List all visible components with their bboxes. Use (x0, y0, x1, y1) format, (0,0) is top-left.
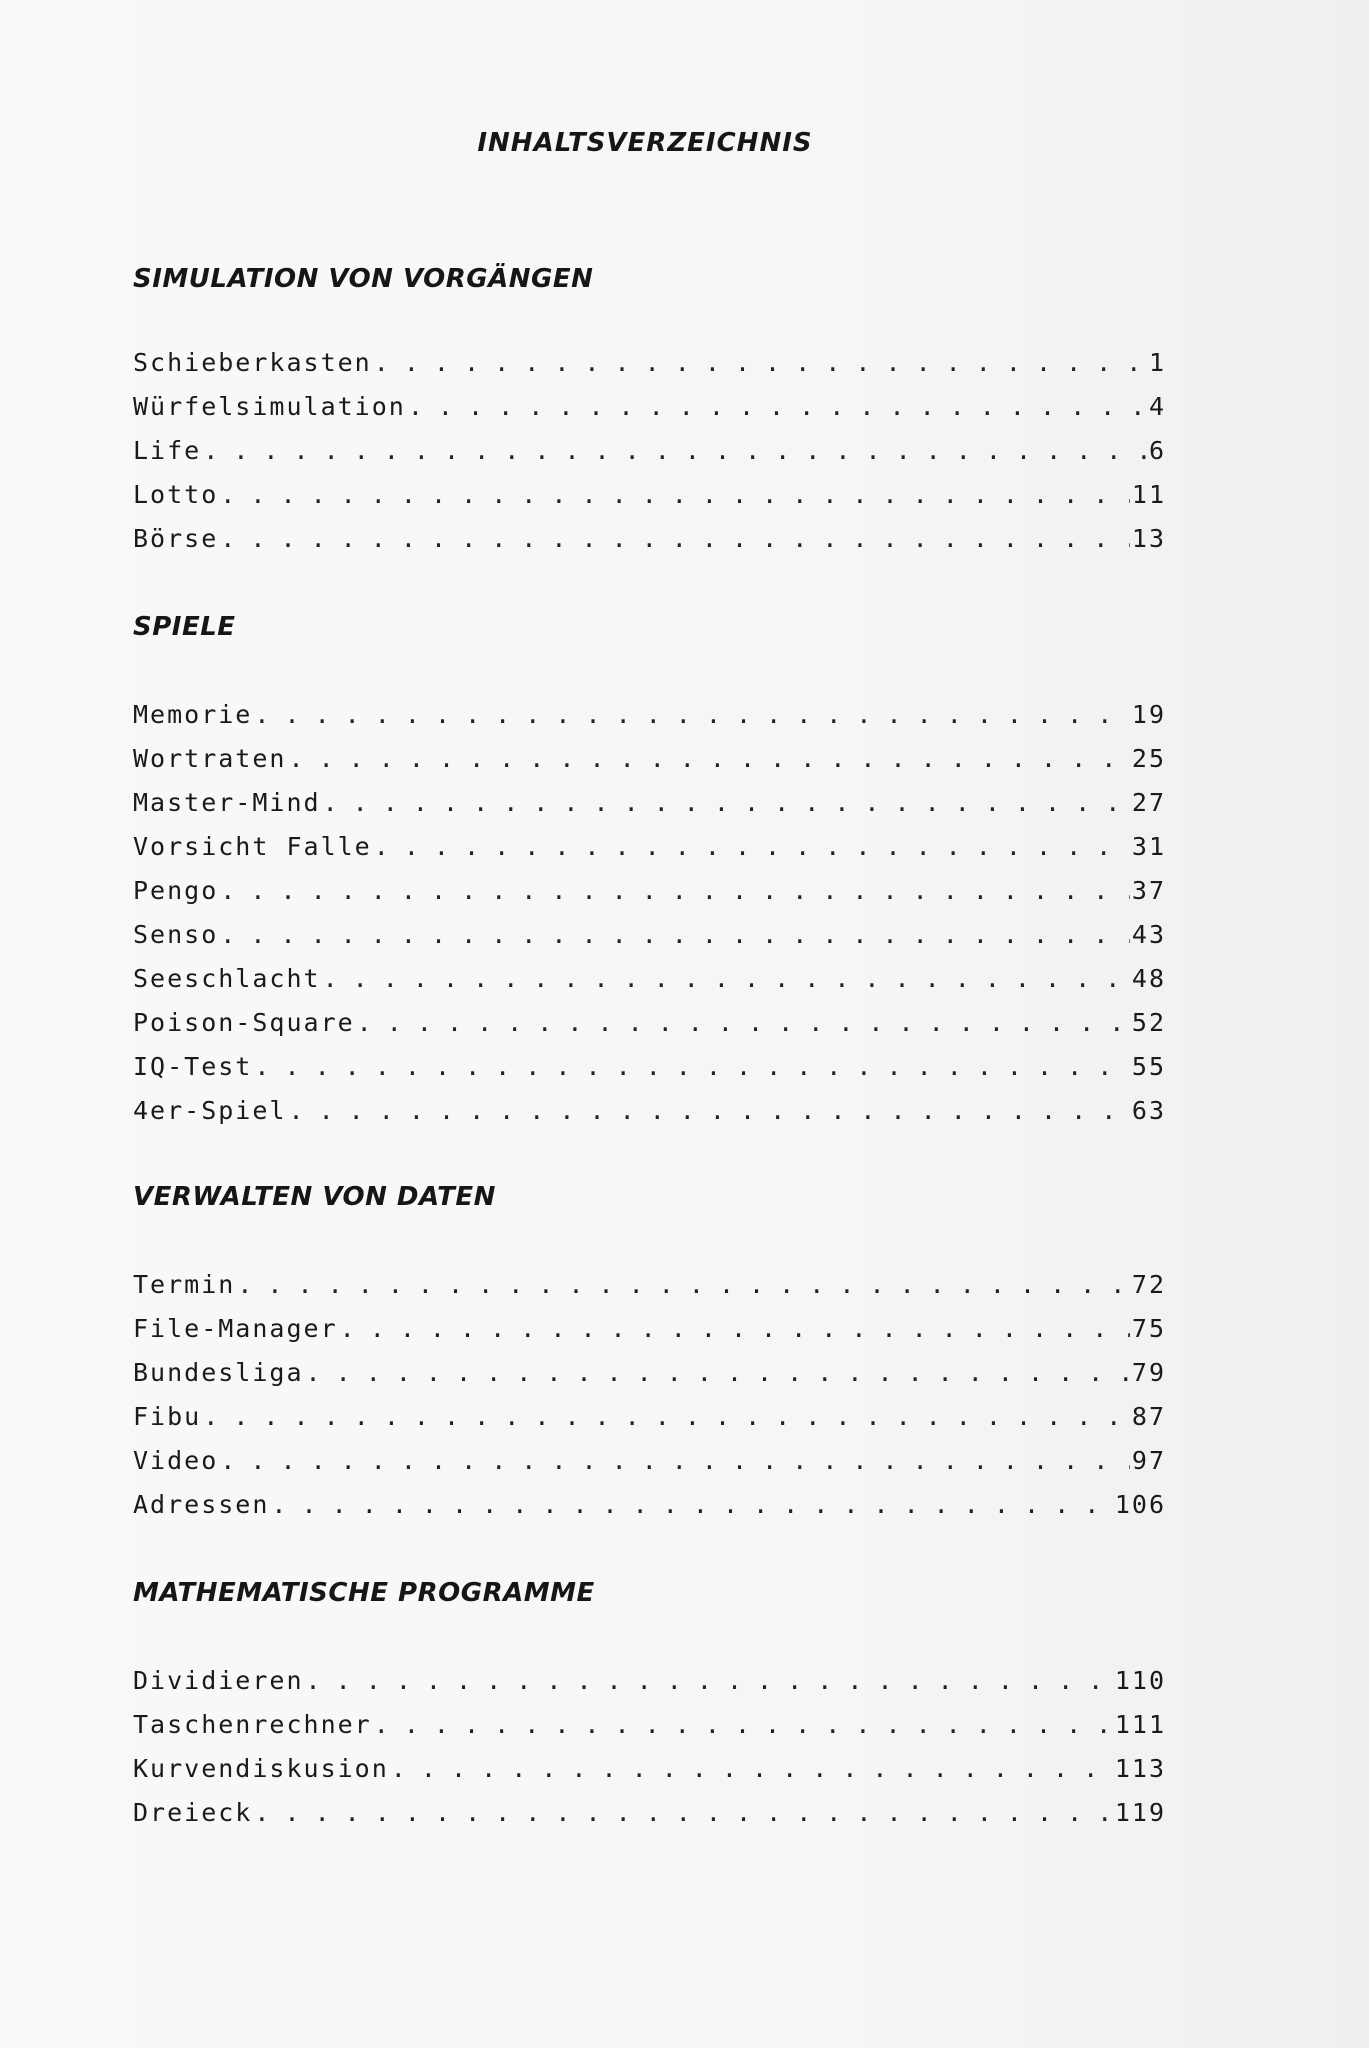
toc-entry-label: 4er-Spiel (133, 1096, 287, 1125)
toc-entry-label: Senso (133, 920, 219, 949)
toc-entry (133, 436, 1166, 472)
leader-dots (203, 436, 1147, 465)
leader-dots (391, 1754, 1113, 1783)
toc-entry-label: IQ-Test (133, 1052, 253, 1081)
toc-entry-page: 79 (1131, 1358, 1166, 1387)
toc-entry-page: 4 (1148, 392, 1166, 421)
toc-entry (133, 1096, 1166, 1132)
leader-dots (220, 1446, 1130, 1475)
toc-entry-label: Poison-Square (133, 1008, 355, 1037)
leader-dots (237, 1270, 1130, 1299)
leader-dots (288, 744, 1129, 773)
toc-entry-page: 55 (1131, 1052, 1166, 1081)
toc-entry-page: 97 (1131, 1446, 1166, 1475)
toc-entry (133, 832, 1166, 868)
toc-entry (133, 1008, 1166, 1044)
toc-entry-label: Schieberkasten (133, 348, 372, 377)
toc-entry-label: Fibu (133, 1402, 202, 1431)
leader-dots (254, 1798, 1112, 1827)
section-heading-mathematische: MATHEMATISCHE PROGRAMME (133, 1578, 595, 1608)
toc-entry-label: Dreieck (133, 1798, 253, 1827)
toc-entry-label: Kurvendiskusion (133, 1754, 389, 1783)
toc-entry-label: Börse (133, 524, 219, 553)
toc-entry-page: 1 (1148, 348, 1166, 377)
toc-entry (133, 1490, 1166, 1526)
leader-dots (220, 876, 1130, 905)
page-title: INHALTSVERZEICHNIS (477, 128, 813, 158)
leader-dots (220, 524, 1130, 553)
leader-dots (306, 1666, 1113, 1695)
toc-entry-label: Lotto (133, 480, 219, 509)
toc-entry-label: Würfelsimulation (133, 392, 406, 421)
toc-entry-page: 25 (1131, 744, 1166, 773)
leader-dots (323, 964, 1130, 993)
toc-entry (133, 920, 1166, 956)
leader-dots (220, 920, 1130, 949)
toc-entry (133, 1710, 1166, 1746)
toc-entry-label: Adressen (133, 1490, 270, 1519)
toc-entry-page: 43 (1131, 920, 1166, 949)
toc-entry (133, 1666, 1166, 1702)
toc-entry-page: 11 (1131, 480, 1166, 509)
toc-entry (133, 876, 1166, 912)
toc-entry-page: 19 (1131, 700, 1166, 729)
toc-entry-page: 87 (1131, 1402, 1166, 1431)
toc-entry-page: 31 (1131, 832, 1166, 861)
leader-dots (408, 392, 1147, 421)
toc-entry (133, 700, 1166, 736)
toc-entry (133, 1798, 1166, 1834)
toc-entry (133, 1754, 1166, 1790)
toc-entry (133, 1314, 1166, 1350)
toc-entry-label: Dividieren (133, 1666, 304, 1695)
toc-entry-page: 75 (1131, 1314, 1166, 1343)
toc-entry-page: 119 (1114, 1798, 1166, 1827)
toc-entry (133, 1270, 1166, 1306)
toc-entry-page: 111 (1114, 1710, 1166, 1739)
toc-entry-page: 6 (1148, 436, 1166, 465)
leader-dots (374, 832, 1130, 861)
toc-entry-label: Video (133, 1446, 219, 1475)
toc-entry-label: Memorie (133, 700, 253, 729)
toc-entry (133, 1052, 1166, 1088)
leader-dots (254, 1052, 1130, 1081)
leader-dots (340, 1314, 1130, 1343)
leader-dots (357, 1008, 1130, 1037)
leader-dots (254, 700, 1130, 729)
toc-entry-page: 48 (1131, 964, 1166, 993)
toc-entry-label: Bundesliga (133, 1358, 304, 1387)
leader-dots (220, 480, 1130, 509)
toc-entry-label: Master-Mind (133, 788, 321, 817)
leader-dots (323, 788, 1130, 817)
leader-dots (288, 1096, 1129, 1125)
leader-dots (374, 348, 1147, 377)
toc-entry-page: 52 (1131, 1008, 1166, 1037)
toc-entry-label: Vorsicht Falle (133, 832, 372, 861)
toc-entry-page: 63 (1131, 1096, 1166, 1125)
toc-entry-page: 27 (1131, 788, 1166, 817)
toc-entry-page: 13 (1131, 524, 1166, 553)
leader-dots (203, 1402, 1130, 1431)
toc-entry-label: Life (133, 436, 202, 465)
toc-entry (133, 480, 1166, 516)
toc-entry-label: Pengo (133, 876, 219, 905)
toc-entry (133, 744, 1166, 780)
toc-entry (133, 1358, 1166, 1394)
toc-entry-page: 110 (1114, 1666, 1166, 1695)
section-heading-simulation: SIMULATION VON VORGÄNGEN (133, 264, 594, 294)
toc-entry (133, 524, 1166, 560)
toc-entry (133, 964, 1166, 1000)
toc-entry-page: 113 (1114, 1754, 1166, 1783)
toc-entry-label: File-Manager (133, 1314, 338, 1343)
toc-entry-page: 106 (1114, 1490, 1166, 1519)
toc-entry (133, 1446, 1166, 1482)
toc-entry-label: Wortraten (133, 744, 287, 773)
toc-entry-label: Taschenrechner (133, 1710, 372, 1739)
section-heading-spiele: SPIELE (133, 612, 236, 642)
toc-entry-label: Termin (133, 1270, 236, 1299)
toc-entry (133, 392, 1166, 428)
leader-dots (271, 1490, 1112, 1519)
toc-entry (133, 1402, 1166, 1438)
leader-dots (306, 1358, 1130, 1387)
section-heading-verwalten: VERWALTEN VON DATEN (133, 1182, 496, 1212)
leader-dots (374, 1710, 1113, 1739)
toc-entry (133, 788, 1166, 824)
toc-entry-page: 72 (1131, 1270, 1166, 1299)
toc-entry (133, 348, 1166, 384)
toc-entry-label: Seeschlacht (133, 964, 321, 993)
toc-entry-page: 37 (1131, 876, 1166, 905)
